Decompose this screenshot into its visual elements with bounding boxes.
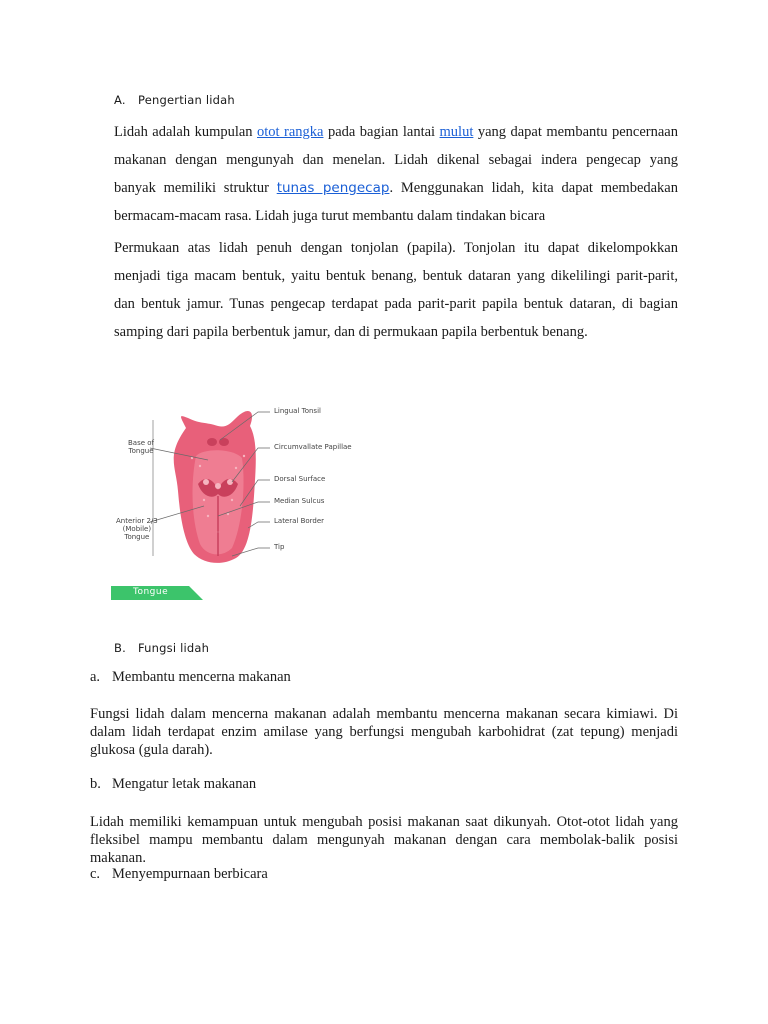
label-median-sulcus: Median Sulcus	[274, 497, 325, 505]
paragraph-line: bermacam-macam rasa. Lidah juga turut membantu dalam tindakan bicara	[114, 208, 546, 224]
label-base-of-tongue	[128, 439, 154, 455]
paragraph-line: Lidah memiliki kemampuan untuk mengubah posisi makanan saat dikunyah. Otot-otot lidah yang	[90, 814, 678, 830]
label-lingual-tonsil: Lingual Tonsil	[274, 407, 321, 415]
paragraph-line: Fungsi lidah dalam mencerna makanan adalah membantu mencerna makanan secara kimiawi. Di	[90, 706, 678, 722]
paragraph-line: menjadi tiga macam bentuk, yaitu bentuk benang, bentuk dataran yang dikelilingi parit-parit,	[114, 268, 678, 284]
figure-banner	[111, 586, 203, 600]
paragraph-papila	[114, 234, 678, 346]
paragraph-line: glukosa (gula darah).	[90, 742, 213, 758]
subheading-c	[90, 866, 268, 883]
paragraph-definition	[114, 118, 678, 230]
text-run: pada bagian lantai	[323, 124, 440, 140]
banner-label: Tongue	[133, 587, 169, 597]
text-run: banyak memiliki struktur	[114, 180, 277, 196]
paragraph-line: dan bentuk jamur. Tunas pengecap terdapat pada parit-parit papila bentuk dataran, di bagian	[114, 296, 678, 312]
label-tip: Tip	[274, 543, 285, 551]
section-a-title: Pengertian lidah	[138, 93, 235, 107]
subheading-title: Menyempurnaan berbicara	[112, 866, 268, 882]
section-b-heading	[114, 641, 209, 655]
papilla	[215, 483, 221, 489]
subheading-a	[90, 669, 291, 686]
link-tunas-pengecap[interactable]: tunas pengecap	[276, 180, 390, 196]
label-line: (Mobile)	[122, 525, 152, 533]
paragraph-fungsi-b	[90, 813, 678, 867]
section-a-heading	[114, 93, 235, 107]
label-line: Base of	[128, 439, 155, 447]
label-line: Tongue	[128, 447, 154, 455]
paragraph-line: samping dari papila berbentuk jamur, dan di permukaan papila berbentuk benang.	[114, 324, 588, 340]
section-b-number: B.	[114, 641, 126, 655]
section-b-title: Fungsi lidah	[138, 641, 210, 655]
text-run: yang dapat membantu pencernaan	[473, 124, 678, 140]
paragraph-line: Permukaan atas lidah penuh dengan tonjolan (papila). Tonjolan itu dapat dikelompokkan	[114, 240, 678, 256]
subheading-b	[90, 776, 256, 793]
link-otot-rangka[interactable]: otot rangka	[257, 124, 324, 140]
subheading-title: Mengatur letak makanan	[112, 776, 257, 792]
paragraph-line: fleksibel mampu membantu dalam mengunyah makanan dengan cara membolak-balik posisi makanan.	[90, 832, 678, 866]
tonsil-blob	[207, 438, 217, 446]
label-dorsal-surface: Dorsal Surface	[274, 475, 326, 483]
tongue-diagram	[108, 396, 352, 606]
subheading-number: b.	[90, 776, 101, 792]
paragraph-line	[114, 118, 678, 146]
label-lateral-border: Lateral Border	[274, 517, 325, 525]
paragraph-line: makanan dengan mengunyah dan menelan. Lidah dikenal sebagai indera pengecap yang	[114, 152, 678, 168]
text-run: Lidah adalah kumpulan	[114, 124, 258, 140]
paragraph-fungsi-a	[90, 705, 678, 759]
papilla	[203, 479, 209, 485]
paragraph-line	[114, 174, 678, 202]
subheading-title: Membantu mencerna makanan	[112, 669, 291, 685]
label-line: Anterior 2/3	[116, 517, 158, 525]
link-mulut[interactable]: mulut	[439, 124, 474, 140]
text-run: . Menggunakan lidah, kita dapat membedakan	[389, 180, 678, 196]
subheading-number: a.	[90, 669, 101, 685]
paragraph-line: dalam lidah terdapat enzim amilase yang berfungsi mengubah karbohidrat (zat tepung) menjadi	[90, 724, 678, 740]
label-anterior-tongue	[116, 517, 158, 541]
subheading-number: c.	[90, 866, 101, 882]
label-circumvallate-papillae: Circumvallate Papillae	[274, 443, 352, 451]
label-line: Tongue	[124, 533, 150, 541]
section-a-number: A.	[114, 93, 126, 107]
